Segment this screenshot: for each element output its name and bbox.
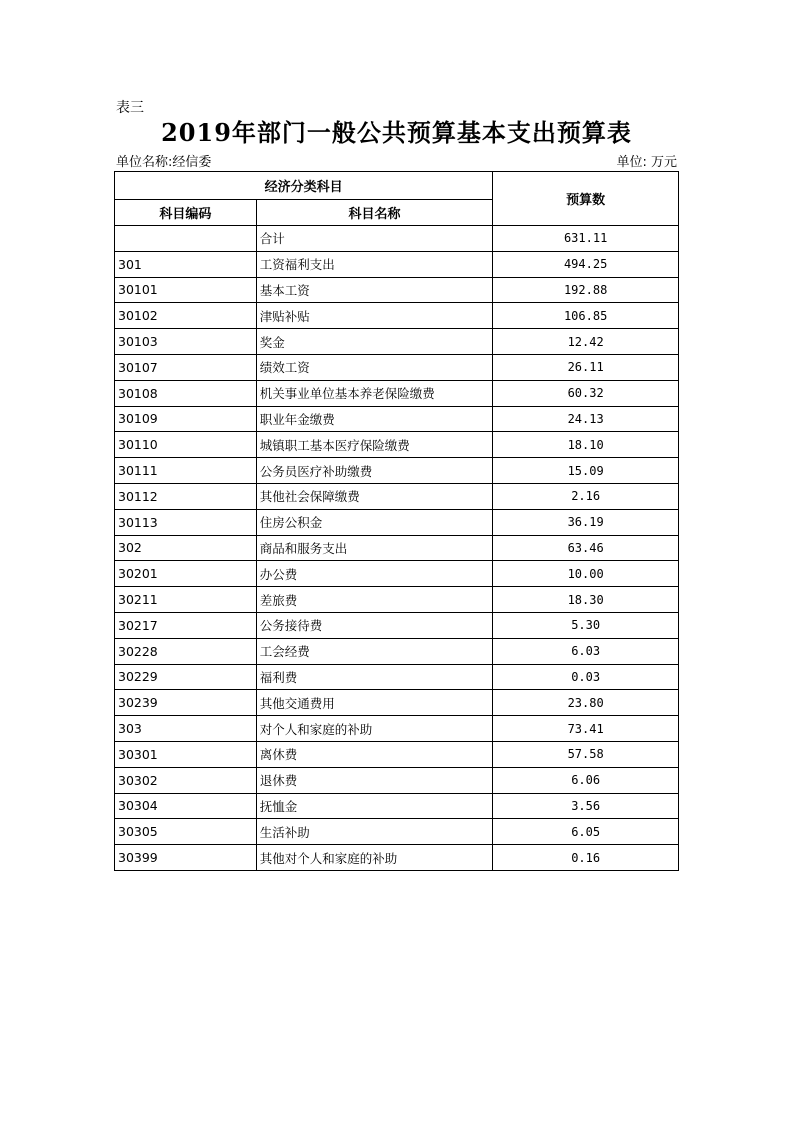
cell-code: 30107 [115, 354, 257, 380]
table-row [115, 819, 679, 845]
cell-name: 住房公积金 [256, 509, 493, 535]
cell-value: 10.00 [493, 561, 679, 587]
cell-code: 30112 [115, 483, 257, 509]
cell-name: 其他交通费用 [256, 690, 493, 716]
cell-code: 30239 [115, 690, 257, 716]
cell-value: 6.05 [493, 819, 679, 845]
table-row [115, 406, 679, 432]
cell-name: 公务接待费 [256, 612, 493, 638]
cell-code: 30109 [115, 406, 257, 432]
cell-value: 2.16 [493, 483, 679, 509]
table-header-row [115, 172, 679, 200]
table-label: 表三 [116, 100, 144, 116]
table-row [115, 535, 679, 561]
cell-name: 工会经费 [256, 638, 493, 664]
table-row [115, 587, 679, 613]
cell-value: 18.30 [493, 587, 679, 613]
unit-label: 单位: 万元 [616, 155, 677, 170]
cell-name: 对个人和家庭的补助 [256, 716, 493, 742]
cell-code: 303 [115, 716, 257, 742]
cell-name: 其他对个人和家庭的补助 [256, 845, 493, 871]
cell-code: 30101 [115, 277, 257, 303]
cell-value: 106.85 [493, 303, 679, 329]
cell-code [115, 226, 257, 252]
cell-code: 30217 [115, 612, 257, 638]
table-row [115, 716, 679, 742]
cell-value: 63.46 [493, 535, 679, 561]
cell-value: 5.30 [493, 612, 679, 638]
cell-name: 离休费 [256, 741, 493, 767]
cell-name: 职业年金缴费 [256, 406, 493, 432]
table-row [115, 329, 679, 355]
cell-name: 退休费 [256, 767, 493, 793]
table-row [115, 303, 679, 329]
cell-name: 津贴补贴 [256, 303, 493, 329]
cell-code: 30228 [115, 638, 257, 664]
cell-value: 6.03 [493, 638, 679, 664]
code-column-header: 科目编码 [115, 200, 257, 226]
cell-name: 机关事业单位基本养老保险缴费 [256, 380, 493, 406]
table-row [115, 226, 679, 252]
cell-code: 302 [115, 535, 257, 561]
cell-value: 24.13 [493, 406, 679, 432]
cell-value: 631.11 [493, 226, 679, 252]
cell-value: 12.42 [493, 329, 679, 355]
cell-code: 30304 [115, 793, 257, 819]
table-row [115, 845, 679, 871]
cell-name: 抚恤金 [256, 793, 493, 819]
cell-name: 生活补助 [256, 819, 493, 845]
cell-name: 城镇职工基本医疗保险缴费 [256, 432, 493, 458]
table-row [115, 277, 679, 303]
cell-name: 工资福利支出 [256, 251, 493, 277]
cell-name: 商品和服务支出 [256, 535, 493, 561]
table-row [115, 561, 679, 587]
cell-value: 18.10 [493, 432, 679, 458]
cell-code: 30302 [115, 767, 257, 793]
cell-name: 其他社会保障缴费 [256, 483, 493, 509]
table-row [115, 509, 679, 535]
cell-value: 15.09 [493, 458, 679, 484]
cell-code: 30399 [115, 845, 257, 871]
cell-value: 23.80 [493, 690, 679, 716]
table-row [115, 251, 679, 277]
table-body [115, 226, 679, 871]
table-row [115, 483, 679, 509]
cell-value: 494.25 [493, 251, 679, 277]
unit-name: 单位名称:经信委 [116, 155, 212, 170]
budget-table [114, 171, 679, 871]
cell-value: 0.03 [493, 664, 679, 690]
cell-code: 30110 [115, 432, 257, 458]
cell-code: 30111 [115, 458, 257, 484]
cell-value: 73.41 [493, 716, 679, 742]
table-row [115, 458, 679, 484]
cell-name: 绩效工资 [256, 354, 493, 380]
table-row [115, 741, 679, 767]
cell-name: 公务员医疗补助缴费 [256, 458, 493, 484]
cell-name: 差旅费 [256, 587, 493, 613]
cell-name: 合计 [256, 226, 493, 252]
cell-code: 301 [115, 251, 257, 277]
table-row [115, 612, 679, 638]
cell-code: 30211 [115, 587, 257, 613]
name-column-header: 科目名称 [256, 200, 493, 226]
cell-code: 30305 [115, 819, 257, 845]
table-row [115, 767, 679, 793]
cell-code: 30201 [115, 561, 257, 587]
cell-name: 奖金 [256, 329, 493, 355]
table-row [115, 690, 679, 716]
value-column-header: 预算数 [493, 172, 679, 226]
cell-value: 26.11 [493, 354, 679, 380]
cell-code: 30113 [115, 509, 257, 535]
group-header: 经济分类科目 [115, 172, 493, 200]
cell-code: 30301 [115, 741, 257, 767]
cell-name: 办公费 [256, 561, 493, 587]
table-row [115, 354, 679, 380]
cell-value: 3.56 [493, 793, 679, 819]
cell-code: 30102 [115, 303, 257, 329]
table-row [115, 380, 679, 406]
table-row [115, 432, 679, 458]
cell-value: 60.32 [493, 380, 679, 406]
cell-code: 30108 [115, 380, 257, 406]
page-title: 2019年部门一般公共预算基本支出预算表 [161, 118, 632, 147]
table-row [115, 664, 679, 690]
cell-value: 6.06 [493, 767, 679, 793]
cell-name: 福利费 [256, 664, 493, 690]
table-row [115, 793, 679, 819]
cell-name: 基本工资 [256, 277, 493, 303]
cell-value: 57.58 [493, 741, 679, 767]
cell-value: 0.16 [493, 845, 679, 871]
cell-code: 30229 [115, 664, 257, 690]
cell-value: 192.88 [493, 277, 679, 303]
table-row [115, 638, 679, 664]
cell-code: 30103 [115, 329, 257, 355]
cell-value: 36.19 [493, 509, 679, 535]
